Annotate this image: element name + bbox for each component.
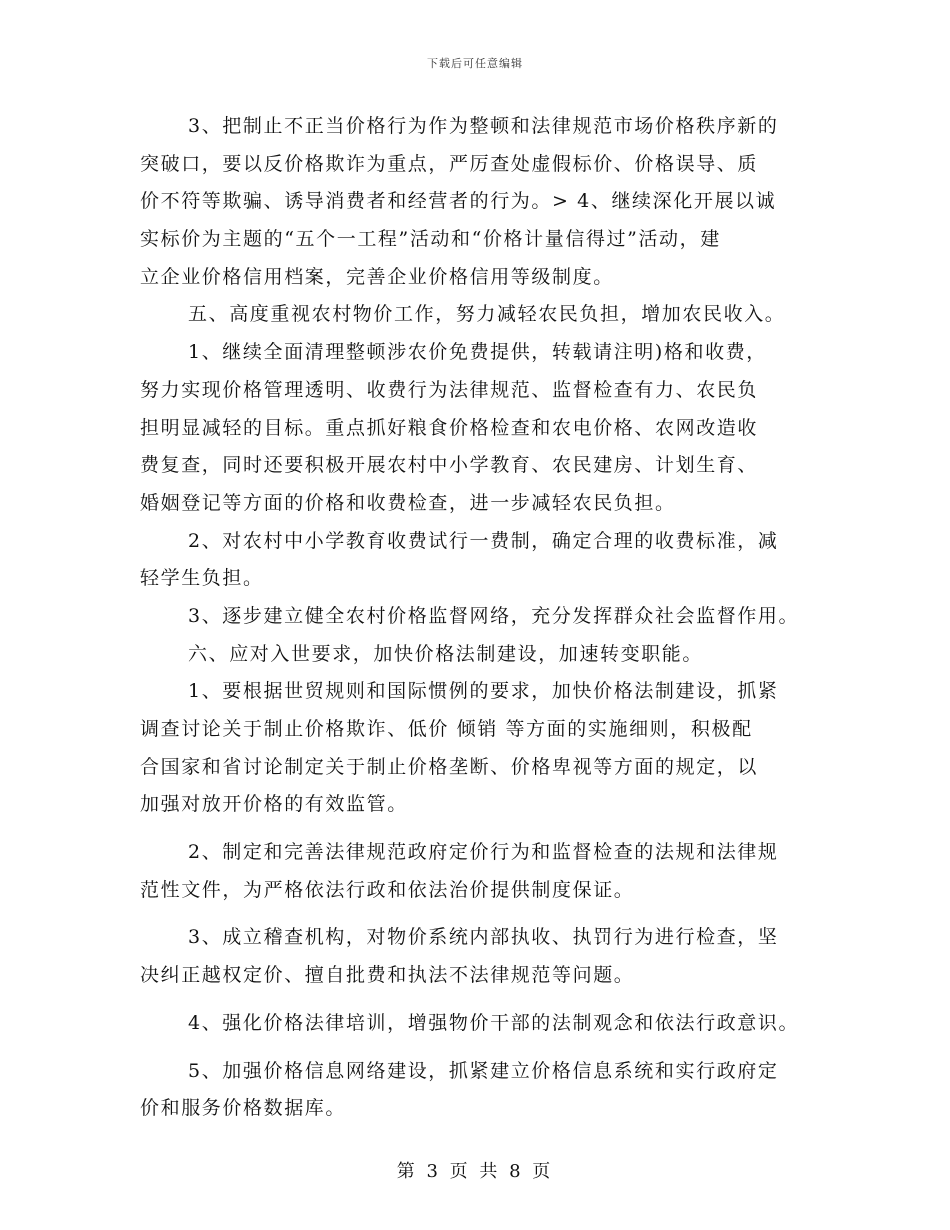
paragraph-line: 努力实现价格管理透明、收费行为法律规范、监督检查有力、农民负	[140, 378, 759, 401]
page-number-footer: 第 3 页 共 8 页	[396, 1161, 554, 1182]
paragraph-line: 3、成立稽查机构，对物价系统内部执收、执罚行为进行检查，坚	[188, 926, 779, 949]
paragraph-line: 1、要根据世贸规则和国际惯例的要求，加快价格法制建设，抓紧	[188, 680, 779, 703]
paragraph-line: 范性文件，为严格依法行政和依法治价提供制度保证。	[140, 878, 635, 901]
paragraph-line: 3、逐步建立健全农村价格监督网络，充分发挥群众社会监督作用。	[188, 604, 800, 627]
paragraph-line: 调查讨论关于制止价格欺诈、低价 倾销 等方面的实施细则，积极配	[140, 718, 753, 740]
paragraph-line: 合国家和省讨论制定关于制止价格垄断、价格卑视等方面的规定，以	[140, 755, 759, 778]
paragraph-line: 立企业价格信用档案，完善企业价格信用等级制度。	[140, 265, 614, 288]
paragraph-line: 轻学生负担。	[140, 567, 264, 590]
paragraph-line: 2、制定和完善法律规范政府定价行为和监督检查的法规和法律规	[188, 841, 779, 864]
paragraph-line: 担明显减轻的目标。重点抓好粮食价格检查和农电价格、农网改造收	[140, 416, 759, 439]
page-header: 下载后可任意编辑	[427, 57, 523, 70]
paragraph-line: 5、加强价格信息网络建设，抓紧建立价格信息系统和实行政府定	[188, 1059, 779, 1082]
paragraph-line: 费复查，同时还要积极开展农村中小学教育、农民建房、计划生育、	[140, 454, 759, 477]
paragraph-line: 价和服务价格数据库。	[140, 1097, 347, 1120]
document-body	[140, 108, 830, 1128]
paragraph-line: 实标价为主题的“五个一工程”活动和“价格计量信得过”活动，建	[140, 228, 721, 251]
section-heading: 六、应对入世要求，加快价格法制建设，加速转变职能。	[188, 642, 704, 665]
paragraph-line: 1、继续全面清理整顿涉农价免费提供，转载请注明)格和收费，	[188, 341, 767, 364]
section-heading: 五、高度重视农村物价工作，努力减轻农民负担，增加农民收入。	[188, 303, 786, 326]
paragraph-line: 4、强化价格法律培训，增强物价干部的法制观念和依法行政意识。	[188, 1011, 800, 1034]
paragraph-line: 价不符等欺骗、诱导消费者和经营者的行为。> 4、继续深化开展以诚	[140, 190, 777, 213]
paragraph-line: 决纠正越权定价、擅自批费和执法不法律规范等问题。	[140, 964, 635, 987]
paragraph-line: 婚姻登记等方面的价格和收费检查，进一步减轻农民负担。	[140, 491, 676, 514]
paragraph-line: 加强对放开价格的有效监管。	[140, 793, 408, 816]
paragraph-line: 2、对农村中小学教育收费试行一费制，确定合理的收费标准，减	[188, 529, 779, 552]
paragraph-line: 3、把制止不正当价格行为作为整顿和法律规范市场价格秩序新的	[188, 115, 779, 137]
paragraph-line: 突破口，要以反价格欺诈为重点，严厉查处虚假标价、价格误导、质	[140, 152, 759, 175]
